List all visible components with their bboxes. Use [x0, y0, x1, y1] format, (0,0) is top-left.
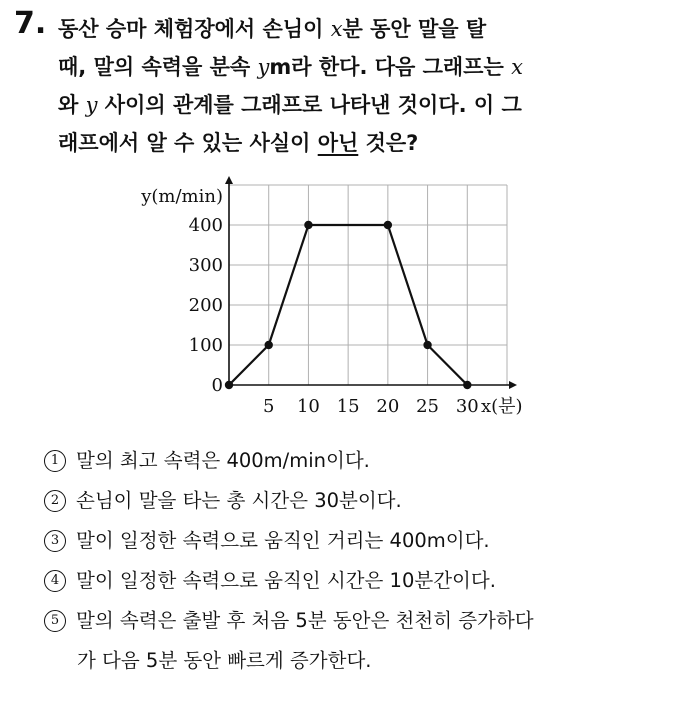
underlined-word: 아닌 — [317, 131, 359, 155]
choice-number-badge: 2 — [44, 490, 66, 512]
x-axis-arrow — [509, 381, 517, 389]
x-tick-label: 30 — [455, 396, 479, 417]
data-point — [384, 221, 392, 229]
x-axis-label: x(분) — [481, 396, 523, 417]
y-axis-label: y(m/min) — [141, 186, 223, 207]
data-point — [304, 221, 312, 229]
choice-text: 가 다음 5분 동안 빠르게 증가한다. — [77, 649, 372, 672]
answer-choice[interactable] — [44, 521, 664, 561]
choice-text: 말이 일정한 속력으로 움직인 거리는 400m이다. — [76, 529, 490, 552]
choice-text: 말의 최고 속력은 400m/min이다. — [76, 449, 370, 472]
question-number: 7. — [14, 6, 47, 41]
stem-text: m라 한다. 다음 그래프는 — [269, 55, 512, 79]
math-variable: y — [85, 93, 98, 117]
math-variable: x — [511, 55, 523, 79]
math-variable: y — [257, 55, 270, 79]
answer-choice[interactable] — [44, 561, 664, 601]
x-tick-label: 15 — [336, 396, 360, 417]
y-tick-label: 300 — [188, 255, 223, 276]
answer-choice[interactable] — [44, 481, 664, 521]
x-tick-label: 5 — [262, 396, 275, 417]
stem-text: 와 — [58, 93, 86, 117]
data-point — [463, 381, 471, 389]
math-variable: x — [330, 17, 343, 41]
stem-text: 것은? — [358, 131, 419, 155]
choice-text: 말이 일정한 속력으로 움직인 시간은 10분간이다. — [76, 569, 496, 592]
answer-choice-continuation — [44, 641, 664, 681]
stem-text: 래프에서 알 수 있는 사실이 — [58, 131, 318, 155]
stem-text: 분 동안 말을 탈 — [342, 17, 487, 41]
stem-text: 때, 말의 속력을 분속 — [58, 55, 258, 79]
y-tick-label: 100 — [188, 335, 223, 356]
data-point — [225, 381, 233, 389]
x-tick-label: 25 — [416, 396, 440, 417]
data-point — [423, 341, 431, 349]
y-axis-arrow — [225, 176, 233, 184]
data-point — [265, 341, 273, 349]
stem-text: 동산 승마 체험장에서 손님이 — [58, 17, 331, 41]
choice-number-badge: 3 — [44, 530, 66, 552]
choice-number-badge: 4 — [44, 570, 66, 592]
choice-number-badge: 5 — [44, 610, 66, 632]
answer-choice[interactable] — [44, 601, 664, 641]
answer-choices — [44, 441, 664, 681]
choice-number-badge: 1 — [44, 450, 66, 472]
x-tick-label: 10 — [296, 396, 320, 417]
y-tick-label: 200 — [188, 295, 223, 316]
y-tick-label: 400 — [188, 215, 223, 236]
y-tick-label: 0 — [211, 375, 223, 396]
choice-text: 손님이 말을 타는 총 시간은 30분이다. — [76, 489, 402, 512]
x-tick-label: 20 — [376, 396, 400, 417]
choice-text: 말의 속력은 출발 후 처음 5분 동안은 천천히 증가하다 — [76, 609, 534, 632]
stem-text: 사이의 관계를 그래프로 나타낸 것이다. 이 그 — [97, 93, 522, 117]
answer-choice[interactable] — [44, 441, 664, 481]
